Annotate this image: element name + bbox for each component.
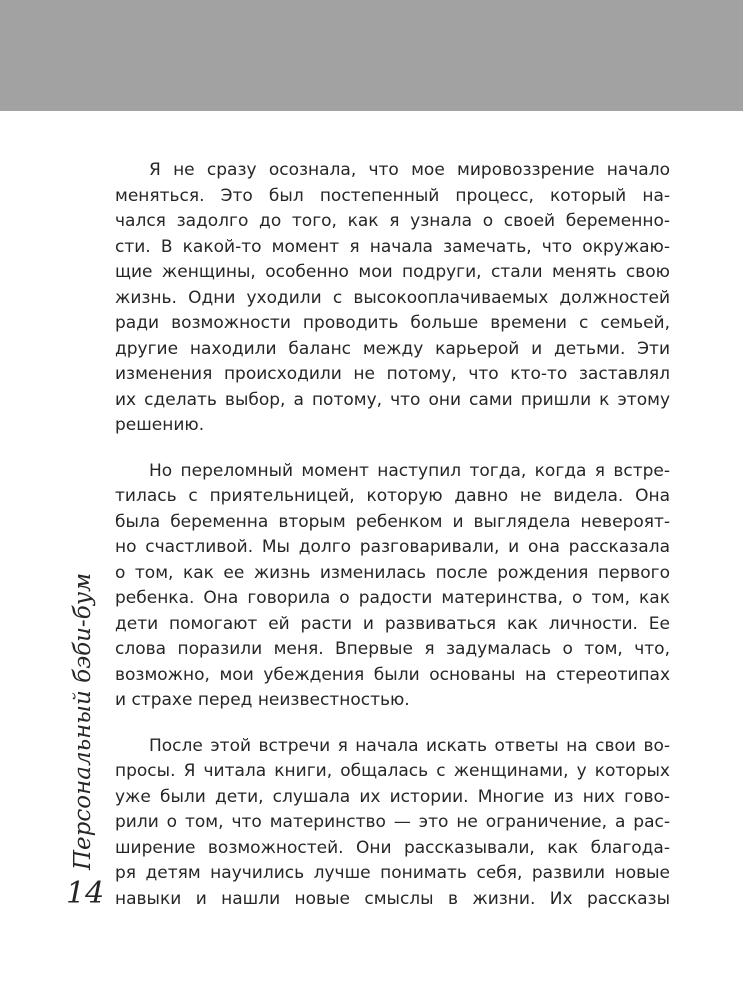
text-line: решению. [115, 415, 205, 435]
running-title: Персональный бэби-бум [70, 572, 96, 870]
text-line: слова поразили меня. Впервые я задумалась о том, что, [115, 639, 670, 659]
paragraph-1 [115, 158, 670, 439]
text-line: возможно, мои убеждения были основаны на стереотипах [115, 664, 670, 685]
text-line: и страхе перед неизвестностью. [115, 690, 410, 710]
text-line: другие находили баланс между карьерой и детьми. Эти [115, 338, 670, 359]
text-line: ребенка. Она говорила о радости материнства, о том, как [115, 588, 670, 608]
text-line: их сделать выбор, а потому, что они сами пришли к этому [115, 389, 670, 410]
header-band [0, 0, 743, 111]
text-line: меняться. Это был постепенный процесс, который на- [115, 185, 670, 206]
text-line: но счастливой. Мы долго разговаривали, и она рассказала [115, 537, 670, 557]
text-line: После этой встречи я начала искать ответы на свои во- [149, 735, 670, 756]
text-line: щие женщины, особенно мои подруги, стали менять свою [115, 262, 670, 282]
text-line: изменения происходили не потому, что кто-то заставлял [115, 364, 670, 384]
text-line: просы. Я читала книги, общалась с женщинами, у которых [115, 761, 670, 781]
text-line: Я не сразу осознала, что мое мировоззрение начало [149, 160, 670, 180]
text-line: ради возможности проводить больше времени с семьей, [115, 313, 670, 333]
paragraph-3 [115, 734, 670, 913]
text-line: была беременна вторым ребенком и выглядела невероят- [115, 511, 670, 532]
text-line: Но переломный момент наступил тогда, когда я встре- [149, 460, 670, 481]
text-line: сти. В какой-то момент я начала замечать, что окружаю- [115, 236, 670, 257]
text-line: жизнь. Одни уходили с высокооплачиваемых должностей [115, 287, 670, 308]
text-line: рили о том, что материнство — это не ограничение, а рас- [115, 812, 670, 832]
text-line: ря детям научились лучше понимать себя, развили новые [115, 863, 670, 883]
text-line: дети помогают ей расти и развиваться как личности. Ее [115, 613, 670, 634]
text-line: тилась с приятельницей, которую давно не видела. Она [115, 486, 670, 506]
text-line: навыки и нашли новые смыслы в жизни. Их рассказы [115, 888, 670, 909]
body-text [115, 158, 670, 932]
paragraph-2 [115, 459, 670, 714]
page-number: 14 [66, 876, 105, 911]
text-line: ширение возможностей. Они рассказывали, как благода- [115, 837, 670, 858]
text-line: чался задолго до того, как я узнала о своей беременно- [115, 211, 670, 231]
text-line: уже были дети, слушала их истории. Многие из них гово- [115, 786, 670, 807]
text-line: о том, как ее жизнь изменилась после рождения первого [115, 562, 670, 583]
